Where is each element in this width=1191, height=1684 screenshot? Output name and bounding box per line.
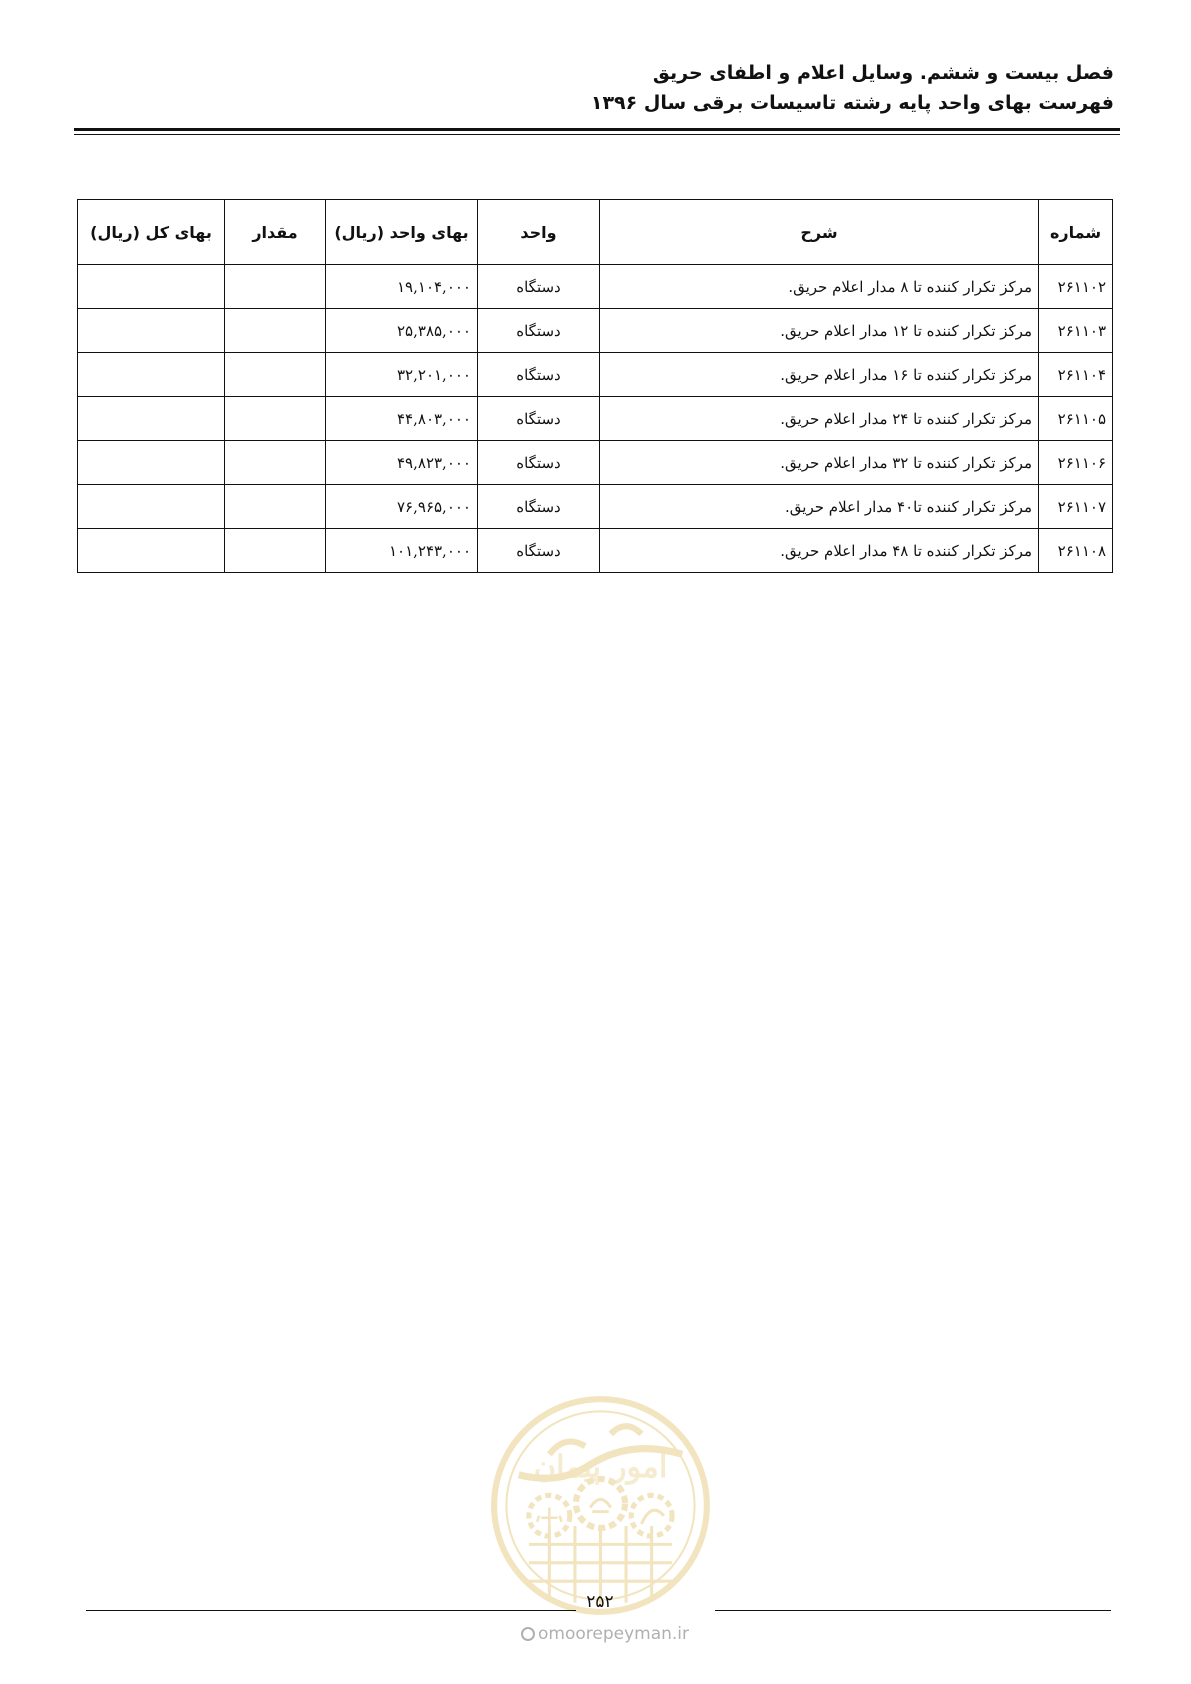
cell-total-price bbox=[78, 353, 225, 397]
table-row bbox=[78, 529, 1113, 573]
table-row bbox=[78, 309, 1113, 353]
footer-rule-right bbox=[715, 1610, 1111, 1611]
price-table bbox=[77, 199, 1113, 573]
cell-unit-price: ۳۲,۲۰۱,۰۰۰ bbox=[326, 353, 478, 397]
price-list-title: فهرست بهای واحد پایه رشته تاسیسات برقی سال ۱۳۹۶ bbox=[590, 92, 1114, 114]
cell-code: ۲۶۱۱۰۶ bbox=[1039, 441, 1113, 485]
cell-total-price bbox=[78, 309, 225, 353]
omoore-peyman-seal-watermark bbox=[488, 1393, 713, 1618]
cell-description: مرکز تکرار کننده تا ۳۲ مدار اعلام حریق. bbox=[600, 441, 1039, 485]
cell-unit-price: ۱۹,۱۰۴,۰۰۰ bbox=[326, 265, 478, 309]
column-header-unit: واحد bbox=[478, 200, 600, 265]
cell-code: ۲۶۱۱۰۸ bbox=[1039, 529, 1113, 573]
cell-unit: دستگاه bbox=[478, 397, 600, 441]
table-header-row bbox=[78, 200, 1113, 265]
chapter-title: فصل بیست و ششم. وسایل اعلام و اطفای حریق bbox=[652, 62, 1114, 84]
website-watermark bbox=[500, 1624, 710, 1644]
cell-description: مرکز تکرار کننده تا ۱۲ مدار اعلام حریق. bbox=[600, 309, 1039, 353]
table-row bbox=[78, 441, 1113, 485]
cell-unit-price: ۲۵,۳۸۵,۰۰۰ bbox=[326, 309, 478, 353]
page-number: ۲۵۲ bbox=[586, 1592, 614, 1612]
cell-description: مرکز تکرار کننده تا ۸ مدار اعلام حریق. bbox=[600, 265, 1039, 309]
cell-description: مرکز تکرار کننده تا ۲۴ مدار اعلام حریق. bbox=[600, 397, 1039, 441]
header-rule-thick bbox=[74, 128, 1120, 131]
cell-total-price bbox=[78, 529, 225, 573]
cell-unit-price: ۱۰۱,۲۴۳,۰۰۰ bbox=[326, 529, 478, 573]
cell-total-price bbox=[78, 397, 225, 441]
cell-code: ۲۶۱۱۰۵ bbox=[1039, 397, 1113, 441]
cell-quantity bbox=[225, 397, 326, 441]
cell-total-price bbox=[78, 265, 225, 309]
table-row bbox=[78, 485, 1113, 529]
column-header-total-price: بهای کل (ریال) bbox=[78, 200, 225, 265]
globe-icon bbox=[521, 1627, 535, 1641]
cell-code: ۲۶۱۱۰۳ bbox=[1039, 309, 1113, 353]
cell-quantity bbox=[225, 353, 326, 397]
cell-unit: دستگاه bbox=[478, 441, 600, 485]
cell-code: ۲۶۱۱۰۴ bbox=[1039, 353, 1113, 397]
cell-unit-price: ۴۴,۸۰۳,۰۰۰ bbox=[326, 397, 478, 441]
cell-description: مرکز تکرار کننده تا۴۰ مدار اعلام حریق. bbox=[600, 485, 1039, 529]
column-header-description: شرح bbox=[600, 200, 1039, 265]
footer-rule-left bbox=[86, 1610, 576, 1611]
seal-lettering: امور پیمان bbox=[533, 1448, 668, 1485]
column-header-quantity: مقدار bbox=[225, 200, 326, 265]
cell-unit: دستگاه bbox=[478, 353, 600, 397]
cell-total-price bbox=[78, 485, 225, 529]
website-text: omoorepeyman.ir bbox=[537, 1624, 690, 1644]
cell-unit: دستگاه bbox=[478, 265, 600, 309]
cell-quantity bbox=[225, 485, 326, 529]
header-rule-thin bbox=[74, 134, 1120, 135]
table-row bbox=[78, 353, 1113, 397]
cell-unit: دستگاه bbox=[478, 529, 600, 573]
cell-unit-price: ۷۶,۹۶۵,۰۰۰ bbox=[326, 485, 478, 529]
cell-quantity bbox=[225, 441, 326, 485]
cell-unit: دستگاه bbox=[478, 485, 600, 529]
cell-total-price bbox=[78, 441, 225, 485]
cell-quantity bbox=[225, 309, 326, 353]
cell-unit: دستگاه bbox=[478, 309, 600, 353]
cell-quantity bbox=[225, 265, 326, 309]
cell-description: مرکز تکرار کننده تا ۴۸ مدار اعلام حریق. bbox=[600, 529, 1039, 573]
table-row bbox=[78, 265, 1113, 309]
column-header-unit-price: بهای واحد (ریال) bbox=[326, 200, 478, 265]
cell-description: مرکز تکرار کننده تا ۱۶ مدار اعلام حریق. bbox=[600, 353, 1039, 397]
cell-quantity bbox=[225, 529, 326, 573]
cell-code: ۲۶۱۱۰۷ bbox=[1039, 485, 1113, 529]
table-row bbox=[78, 397, 1113, 441]
cell-code: ۲۶۱۱۰۲ bbox=[1039, 265, 1113, 309]
column-header-code: شماره bbox=[1039, 200, 1113, 265]
cell-unit-price: ۴۹,۸۲۳,۰۰۰ bbox=[326, 441, 478, 485]
page-header bbox=[74, 58, 1114, 118]
